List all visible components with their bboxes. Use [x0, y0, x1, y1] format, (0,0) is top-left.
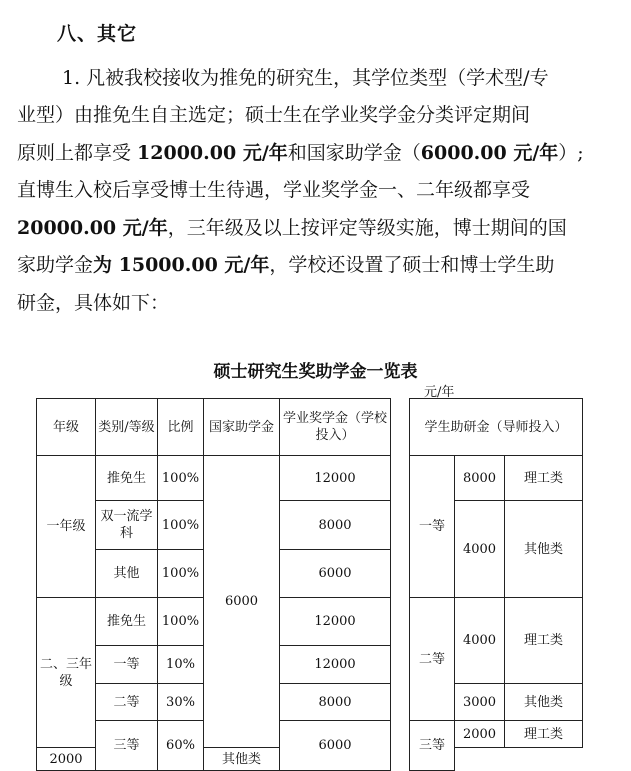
header-category: 类别/等级 — [96, 399, 158, 456]
grade-cell: 二、三年级 — [37, 598, 96, 748]
master-scholarship-amount: 12000.00 元/年 — [137, 142, 288, 164]
table-row — [37, 684, 583, 721]
ratio-cell: 10% — [158, 646, 204, 684]
header-grade: 年级 — [37, 399, 96, 456]
header-ratio: 比例 — [158, 399, 204, 456]
research-amount-cell: 2000 — [37, 748, 96, 771]
scholarship-cell: 6000 — [280, 550, 391, 598]
header-scholarship: 学业奖学金（学校投入） — [280, 399, 391, 456]
header-national-grant: 国家助学金 — [204, 399, 280, 456]
paragraph-text: 家助学金 — [17, 254, 94, 276]
scholarship-cell: 6000 — [280, 721, 391, 771]
scholarship-cell: 8000 — [280, 501, 391, 550]
paragraph-text: ，三年级及以上按评定等级实施，博士期间的国 — [167, 217, 567, 239]
research-amount-cell: 2000 — [455, 721, 505, 748]
research-type-cell: 其他类 — [505, 684, 583, 721]
research-type-cell: 理工类 — [505, 598, 583, 684]
scholarship-cell: 12000 — [280, 598, 391, 646]
research-type-cell: 其他类 — [204, 748, 280, 771]
research-amount-cell: 8000 — [455, 456, 505, 501]
phd-national-grant-amount: 为 15000.00 元/年 — [93, 254, 270, 276]
ratio-cell: 100% — [158, 598, 204, 646]
paragraph-text: ，学校还设置了硕士和博士学生助 — [269, 254, 555, 276]
table-row — [37, 598, 583, 646]
ratio-cell: 100% — [158, 550, 204, 598]
paragraph-text: ）; — [558, 142, 584, 164]
national-grant-cell: 6000 — [204, 456, 280, 748]
research-amount-cell: 4000 — [455, 598, 505, 684]
paragraph-text: 和国家助学金（ — [287, 142, 421, 164]
table-row — [37, 721, 583, 748]
table-title: 硕士研究生奖助学金一览表 — [213, 362, 418, 382]
research-level-cell: 二等 — [410, 598, 455, 721]
grade-cell: 一年级 — [37, 456, 96, 598]
header-research-grant: 学生助研金（导师投入） — [410, 399, 583, 456]
paragraph-line-6 — [17, 250, 554, 280]
table-row — [37, 456, 583, 501]
paragraph-text: 原则上都享受 — [17, 142, 138, 164]
ratio-cell: 60% — [158, 721, 204, 771]
paragraph-line-5 — [17, 213, 567, 243]
research-amount-cell: 3000 — [455, 684, 505, 721]
phd-scholarship-amount: 20000.00 元/年 — [17, 217, 168, 239]
category-cell: 双一流学科 — [96, 501, 158, 550]
table-unit: 元/年 — [424, 385, 455, 400]
research-type-cell: 理工类 — [505, 456, 583, 501]
paragraph-line-3 — [17, 138, 584, 168]
ratio-cell: 100% — [158, 456, 204, 501]
scholarship-cell: 12000 — [280, 646, 391, 684]
table-header-row — [37, 399, 583, 456]
paragraph-line-2: 业型）由推免生自主选定；硕士生在学业奖学金分类评定期间 — [17, 104, 531, 126]
research-type-cell: 理工类 — [505, 721, 583, 748]
scholarship-cell: 8000 — [280, 684, 391, 721]
category-cell: 其他 — [96, 550, 158, 598]
research-level-cell: 一等 — [410, 456, 455, 598]
national-grant-amount: 6000.00 元/年 — [420, 142, 559, 164]
spacer-column — [391, 456, 410, 748]
research-type-cell: 其他类 — [505, 501, 583, 598]
ratio-cell: 30% — [158, 684, 204, 721]
scholarship-cell: 12000 — [280, 456, 391, 501]
category-cell: 推免生 — [96, 456, 158, 501]
category-cell: 推免生 — [96, 598, 158, 646]
category-cell: 一等 — [96, 646, 158, 684]
paragraph-line-7: 研金，具体如下： — [17, 292, 170, 314]
category-cell: 三等 — [96, 721, 158, 771]
spacer-column — [391, 399, 410, 456]
ratio-cell: 100% — [158, 501, 204, 550]
research-amount-cell: 4000 — [455, 501, 505, 598]
section-heading: 八、其它 — [57, 23, 138, 45]
paragraph-line-1: 1. 凡被我校接收为推免的研究生，其学位类型（学术型/专 — [62, 67, 549, 89]
research-level-cell: 三等 — [410, 721, 455, 771]
table-row — [37, 501, 583, 550]
scholarship-table — [36, 398, 583, 771]
paragraph-line-4: 直博生入校后享受博士生待遇，学业奖学金一、二年级都享受 — [17, 179, 531, 201]
category-cell: 二等 — [96, 684, 158, 721]
